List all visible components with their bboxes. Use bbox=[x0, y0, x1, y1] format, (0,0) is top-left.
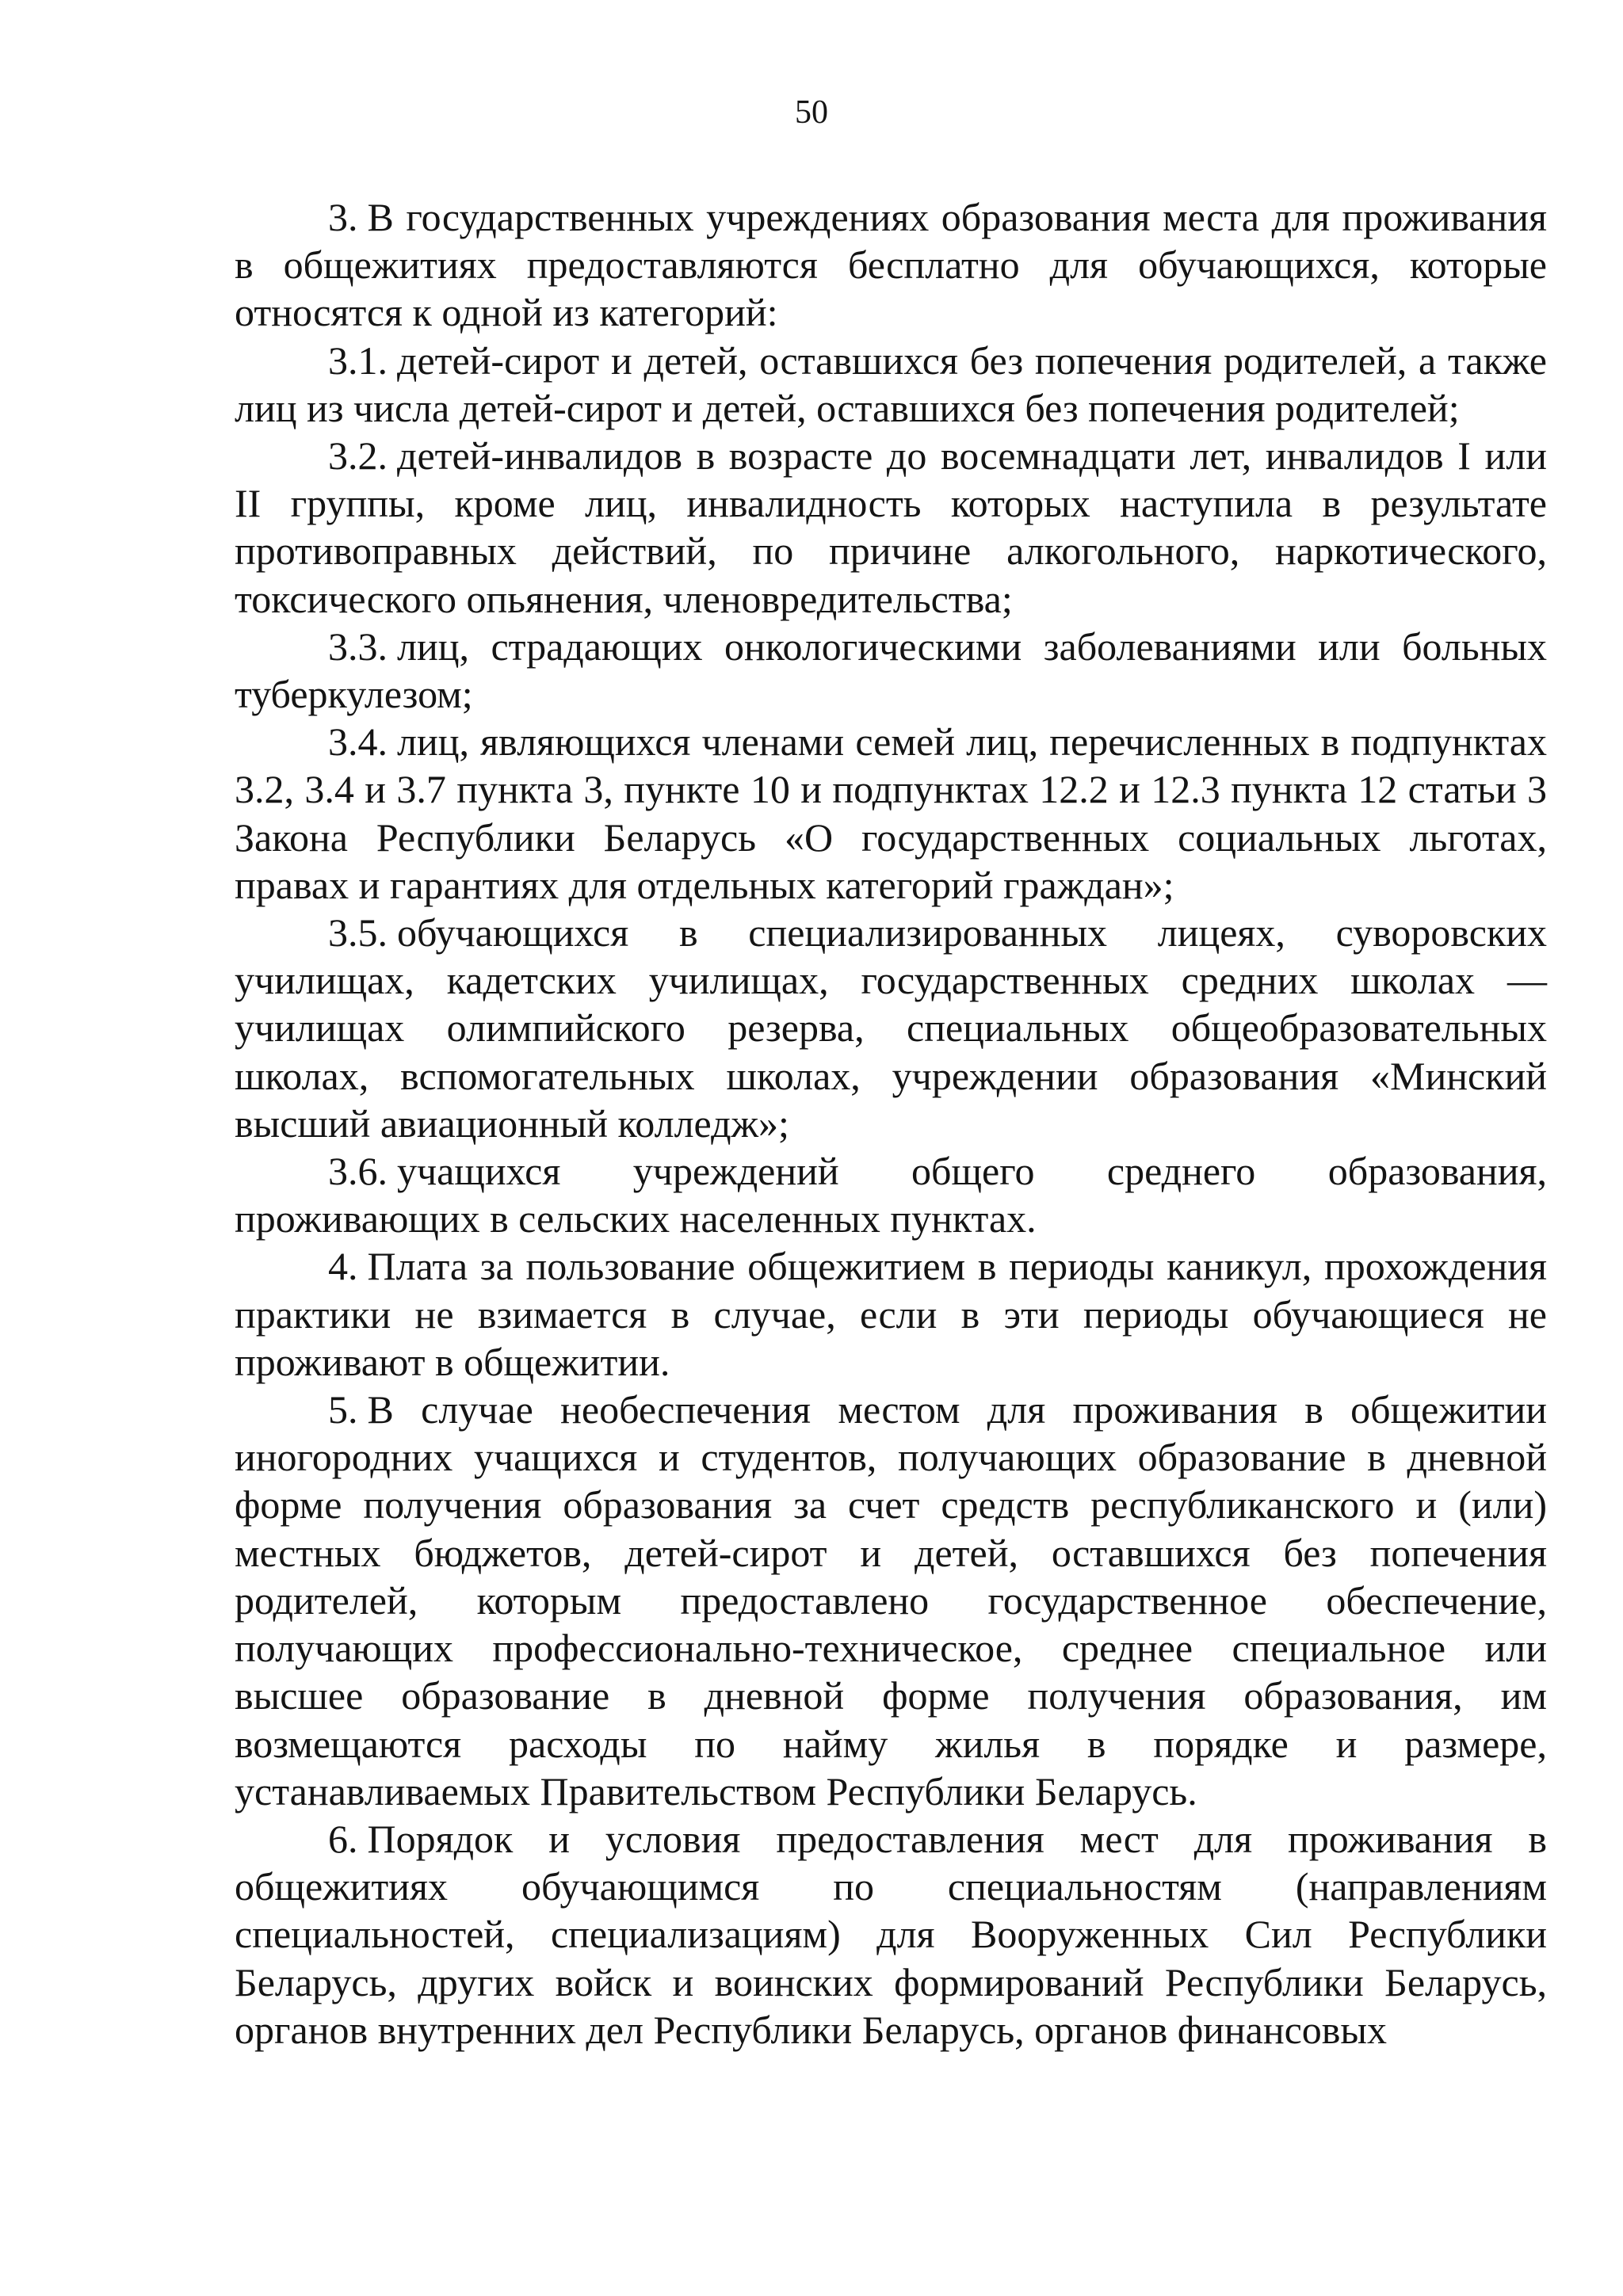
paragraph-text: В случае необеспечения местом для проживания в общежитии иногородних учащихся и студентов, получающих образование в дневной форме получения образования за счет средств республиканского и (или) местных бюджетов, детей-сирот и детей, оставшихся без попечения родителей, которым предоставлено государственное обеспечение, получающих профессионально-техническое, среднее специальное или высшее образование в дневной форме получения образования, им возмещаются расходы по найму жилья в порядке и размере, устанавливаемых Правительством Республики Беларусь. bbox=[235, 1387, 1547, 1814]
paragraph-3-4 bbox=[235, 718, 1547, 909]
paragraph-number: 3.6. bbox=[328, 1149, 388, 1194]
paragraph-number: 6. bbox=[328, 1816, 358, 1861]
page-number: 50 bbox=[795, 94, 828, 131]
paragraph-text: учащихся учреждений общего среднего образования, проживающих в сельских населенных пунктах. bbox=[235, 1149, 1547, 1241]
paragraph-number: 3. bbox=[328, 195, 358, 239]
paragraph-text: обучающихся в специализированных лицеях, суворовских училищах, кадетских училищах, государственных средних школах — училищах олимпийского резерва, специальных общеобразовательных школах, вспомогательных школах, учреждении образования «Минский высший авиационный колледж»; bbox=[235, 910, 1547, 1146]
paragraph-3-2 bbox=[235, 432, 1547, 623]
paragraph-number: 3.4. bbox=[328, 719, 388, 765]
paragraph-text: лиц, являющихся членами семей лиц, перечисленных в подпунктах 3.2, 3.4 и 3.7 пункта 3, пункте 10 и подпунктах 12.2 и 12.3 пункта 12 статьи 3 Закона Республики Беларусь «О государственных социальных льготах, правах и гарантиях для отдельных категорий граждан»; bbox=[235, 719, 1547, 907]
paragraph-text: детей-сирот и детей, оставшихся без попечения родителей, а также лиц из числа детей-сирот и детей, оставшихся без попечения родителей; bbox=[235, 338, 1547, 430]
paragraph-3-1 bbox=[235, 337, 1547, 432]
paragraph-text: В государственных учреждениях образования места для проживания в общежитиях предоставляются бесплатно для обучающихся, которые относятся к одной из категорий: bbox=[235, 195, 1547, 335]
paragraph-text: Порядок и условия предоставления мест для проживания в общежитиях обучающимся по специальностям (направлениям специальностей, специализациям) для Вооруженных Сил Республики Беларусь, других войск и воинских формирований Республики Беларусь, органов внутренних дел Республики Беларусь, органов финансовых bbox=[235, 1816, 1547, 2052]
paragraph-number: 3.5. bbox=[328, 910, 388, 955]
paragraph-number: 5. bbox=[328, 1387, 358, 1432]
paragraph-number: 3.1. bbox=[328, 338, 388, 383]
paragraph-text: детей-инвалидов в возрасте до восемнадцати лет, инвалидов I или II группы, кроме лиц, инвалидность которых наступила в результате противоправных действий, по причине алкогольного, наркотического, токсического опьянения, членовредительства; bbox=[235, 433, 1547, 621]
paragraph-number: 3.2. bbox=[328, 433, 388, 479]
paragraph-5 bbox=[235, 1386, 1547, 1815]
paragraph-3-3 bbox=[235, 623, 1547, 718]
document-body bbox=[235, 193, 1547, 2054]
paragraph-3-5 bbox=[235, 909, 1547, 1147]
paragraph-number: 4. bbox=[328, 1244, 358, 1289]
paragraph-4 bbox=[235, 1242, 1547, 1386]
paragraph-text: Плата за пользование общежитием в периоды каникул, прохождения практики не взимается в случае, если в эти периоды обучающиеся не проживают в общежитии. bbox=[235, 1244, 1547, 1384]
paragraph-3-6 bbox=[235, 1147, 1547, 1242]
paragraph-number: 3.3. bbox=[328, 624, 388, 669]
paragraph-6 bbox=[235, 1815, 1547, 2054]
paragraph-3 bbox=[235, 193, 1547, 337]
paragraph-text: лиц, страдающих онкологическими заболеваниями или больных туберкулезом; bbox=[235, 624, 1547, 717]
